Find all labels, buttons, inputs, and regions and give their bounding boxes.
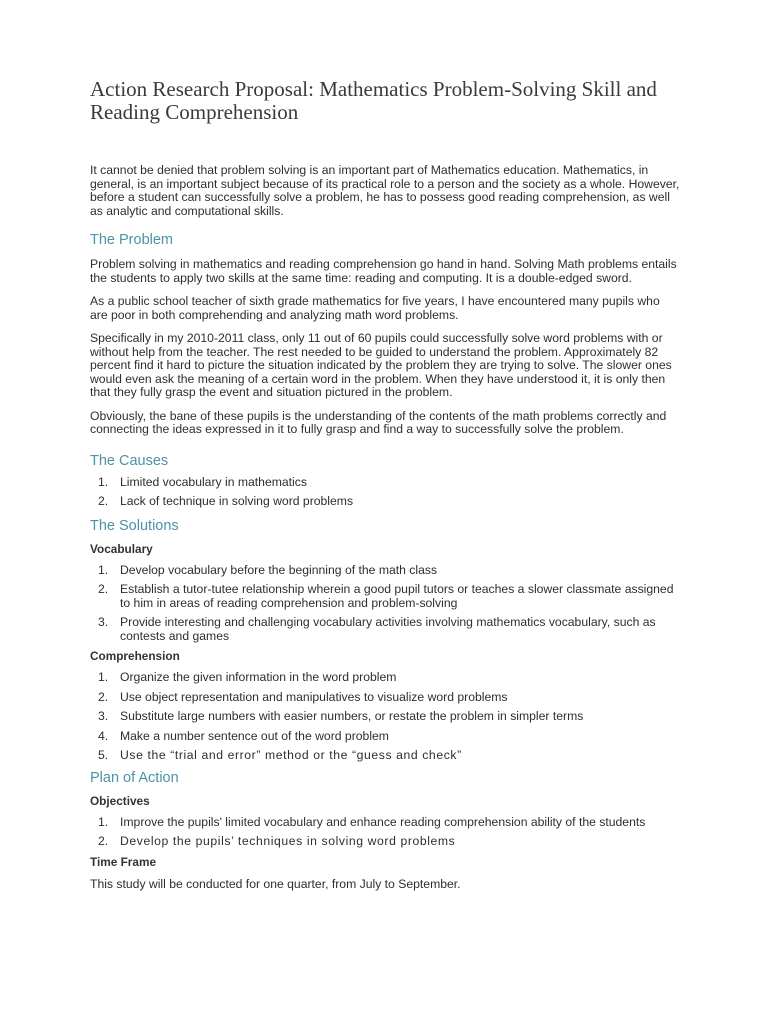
- list-item: [90, 749, 680, 763]
- list-item-text: Establish a tutor-tutee relationship wherein a good pupil tutors or teaches a slower classmate assigned to him in areas of reading comprehension and problem-solving: [120, 582, 674, 610]
- list-item-text: Organize the given information in the word problem: [120, 670, 397, 684]
- list-number: 2.: [98, 494, 109, 508]
- subheading-vocabulary: Vocabulary: [90, 541, 153, 556]
- heading-the-solutions: The Solutions: [90, 517, 179, 534]
- comprehension-list: [90, 671, 680, 763]
- list-number: 3.: [98, 615, 109, 629]
- list-item-text: Limited vocabulary in mathematics: [120, 474, 307, 489]
- subheading-comprehension: Comprehension: [90, 649, 180, 663]
- list-item-text: Develop the pupils’ techniques in solving word problems: [120, 834, 456, 848]
- problem-paragraph: As a public school teacher of sixth grade mathematics for five years, I have encountered many pupils who are poor in both comprehending and analyzing math word problems.: [90, 294, 660, 322]
- heading-plan-of-action: Plan of Action: [90, 769, 179, 786]
- problem-paragraph: Obviously, the bane of these pupils is the understanding of the contents of the math problems correctly and connecting the ideas expressed in it to fully grasp and find a way to successfully solve the problem.: [90, 408, 667, 436]
- list-item-text: Improve the pupils' limited vocabulary and enhance reading comprehension ability of the students: [120, 814, 646, 829]
- list-item: [90, 616, 680, 643]
- list-item-text: Develop vocabulary before the beginning of the math class: [120, 562, 438, 577]
- document-page: [90, 78, 680, 891]
- list-item-text: Lack of technique in solving word problems: [120, 494, 354, 508]
- list-number: 2.: [98, 689, 109, 704]
- problem-paragraph: Problem solving in mathematics and reading comprehension go hand in hand. Solving Math problems entails the students to apply two skills at the same time: reading and computing. It is a double-edged sword.: [90, 257, 677, 285]
- list-item: [90, 495, 680, 509]
- list-number: 1.: [98, 670, 109, 684]
- list-number: 1.: [98, 814, 109, 829]
- subheading-time-frame: Time Frame: [90, 854, 157, 869]
- list-item: [90, 476, 680, 490]
- list-item: [90, 835, 680, 849]
- list-number: 2.: [98, 834, 109, 848]
- list-number: 3.: [98, 709, 109, 723]
- list-item-text: Use the “trial and error” method or the “guess and check”: [120, 748, 462, 762]
- objectives-list: [90, 816, 680, 849]
- list-item-text: Use object representation and manipulatives to visualize word problems: [120, 689, 508, 704]
- list-item: [90, 671, 680, 685]
- causes-list: [90, 476, 680, 509]
- problem-paragraph: Specifically in my 2010-2011 class, only 11 out of 60 pupils could successfully solve word problems with or without help from the teacher. The rest needed to be guided to understand the problem. Approximately 82 percent find it hard to picture the situation indicated by the problem they are trying to solve. The slower ones would even ask the meaning of a certain word in the problem. When they have understood it, it is only then that they fully grasp the event and situation pictured in the problem.: [90, 331, 672, 399]
- subheading-objectives: Objectives: [90, 793, 150, 808]
- list-item: [90, 730, 680, 744]
- list-number: 4.: [98, 728, 109, 743]
- heading-the-causes: The Causes: [90, 452, 169, 469]
- list-item: [90, 691, 680, 705]
- list-item-text: Make a number sentence out of the word problem: [120, 728, 389, 743]
- time-frame-text: This study will be conducted for one quarter, from July to September.: [90, 876, 461, 891]
- list-item-text: Provide interesting and challenging vocabulary activities involving mathematics vocabulary, such as contests and games: [120, 615, 656, 643]
- list-number: 1.: [98, 474, 109, 489]
- list-item: [90, 710, 680, 724]
- list-item: [90, 564, 680, 578]
- vocabulary-list: [90, 564, 680, 644]
- document-title: Action Research Proposal: Mathematics Problem-Solving Skill and Reading Comprehension: [90, 77, 657, 124]
- list-item-text: Substitute large numbers with easier numbers, or restate the problem in simpler terms: [120, 709, 584, 723]
- list-number: 2.: [98, 582, 109, 596]
- list-number: 5.: [98, 748, 109, 762]
- intro-paragraph: It cannot be denied that problem solving is an important part of Mathematics education. Mathematics, in general, is an important subject because of its practical role to a person and the society as a whole. However, before a student can successfully solve a problem, he has to possess good reading comprehension, as well as analytic and computational skills.: [90, 163, 680, 218]
- list-item: [90, 583, 680, 610]
- list-item: [90, 816, 680, 830]
- list-number: 1.: [98, 562, 109, 577]
- heading-the-problem: The Problem: [90, 232, 174, 248]
